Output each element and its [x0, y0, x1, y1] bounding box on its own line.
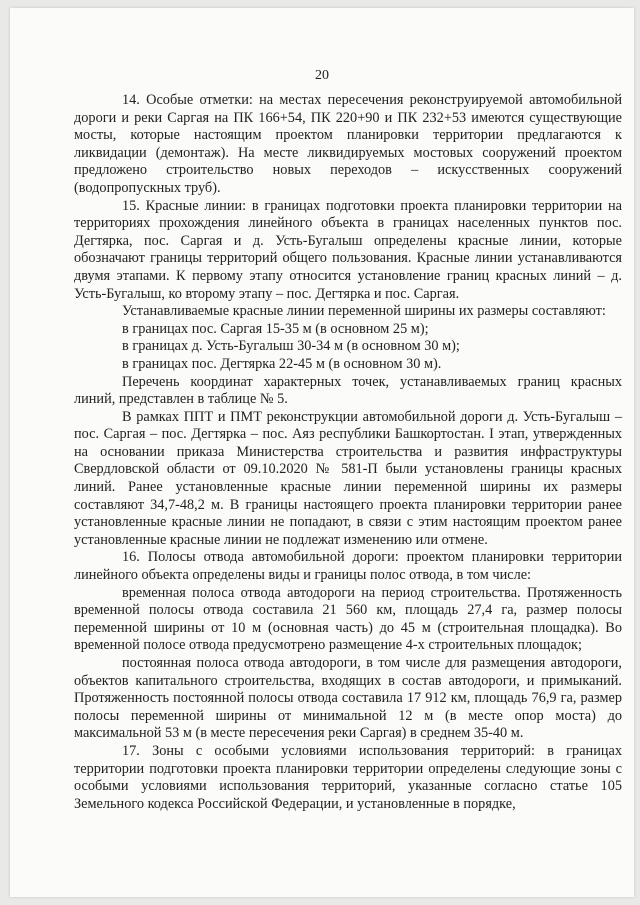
paragraph-temporary-strip: временная полоса отвода автодороги на период строительства. Протяженность временной полосы отвода составила 21 560 км, площадь 27,4 га, размер полосы переменной ширины от 10 м (основная часть) до 45 м (строительная площадка). Во временной полосе отвода предусмотрено размещение 4-х строительных площадок; — [74, 584, 622, 654]
page-body — [74, 92, 622, 813]
list-item-sargaya: в границах пос. Саргая 15-35 м (в основном 25 м); — [122, 320, 429, 337]
paragraph-red-lines-sizes: Устанавливаемые красные линии переменной ширины их размеры составляют: — [122, 303, 606, 320]
page-number: 20 — [315, 68, 329, 83]
paragraph-15-red-lines: 15. Красные линии: в границах подготовки проекта планировки территории на территориях прохождения линейного объекта в границах населенных пунктов пос. Дегтярка, пос. Саргая и д. Усть-Бугалыш определены красные линии, которые обозначают границы территорий общего пользования. Красные линии устанавливаются двумя этапами. К первому этапу относится установление границ красных линий – д. Усть-Бугалыш, ко второму этапу – пос. Дегтярка и пос. Саргая. — [74, 197, 622, 302]
list-item-degtyarka: в границах пос. Дегтярка 22-45 м (в основном 30 м). — [122, 355, 442, 372]
document-page — [10, 8, 634, 897]
paragraph-17-special-zones: 17. Зоны с особыми условиями использования территорий: в границах территории подготовки проекта планировки территории определены следующие зоны с особыми условиями использования территорий, указанные согласно статье 105 Земельного кодекса Российской Федерации, и установленные в порядке, — [74, 742, 622, 812]
paragraph-previous-red-lines: В рамках ППТ и ПМТ реконструкции автомобильной дороги д. Усть-Бугалыш – пос. Саргая – пос. Дегтярка – пос. Аяз республики Башкортостан. I этап, утвержденных на основании приказа Министерства строительства и развития инфраструктуры Свердловской области от 09.10.2020 № 581-П были установлены границы красных линий. Ранее установленные красные линии переменной ширины их размеры составляют 34,7-48,2 м. В границы настоящего проекта планировки территории ранее установленные красные линии не попадают, в связи с этим настоящим проектом ранее установленные красные линии не подлежат изменению или отмене. — [74, 408, 622, 548]
paragraph-16-right-of-way: 16. Полосы отвода автомобильной дороги: проектом планировки территории линейного объекта определены виды и границы полос отвода, в том числе: — [74, 549, 622, 584]
paragraph-coordinates-table-ref: Перечень координат характерных точек, устанавливаемых границ красных линий, представлен в таблице № 5. — [74, 373, 622, 408]
paragraph-14-special-notes: 14. Особые отметки: на местах пересечения реконструируемой автомобильной дороги и реки Саргая на ПК 166+54, ПК 220+90 и ПК 232+53 имеются существующие мосты, которые настоящим проектом планировки территории предлагаются к ликвидации (демонтаж). На месте ликвидируемых мостовых сооружений проектом предложено строительство новых переходов – искусственных сооружений (водопропускных труб). — [74, 92, 622, 196]
list-item-ust-bugalysh: в границах д. Усть-Бугалыш 30-34 м (в основном 30 м); — [122, 338, 460, 355]
paragraph-permanent-strip: постоянная полоса отвода автодороги, в том числе для размещения автодороги, объектов капитального строительства, входящих в состав автодороги, и примыканий. Протяженность постоянной полосы отвода составила 17 912 км, площадь 76,9 га, размер полосы переменной ширины от минимальной 12 м (в месте опор моста) до максимальной 53 м (в месте пересечения реки Саргая) в среднем 35-40 м. — [74, 655, 622, 742]
